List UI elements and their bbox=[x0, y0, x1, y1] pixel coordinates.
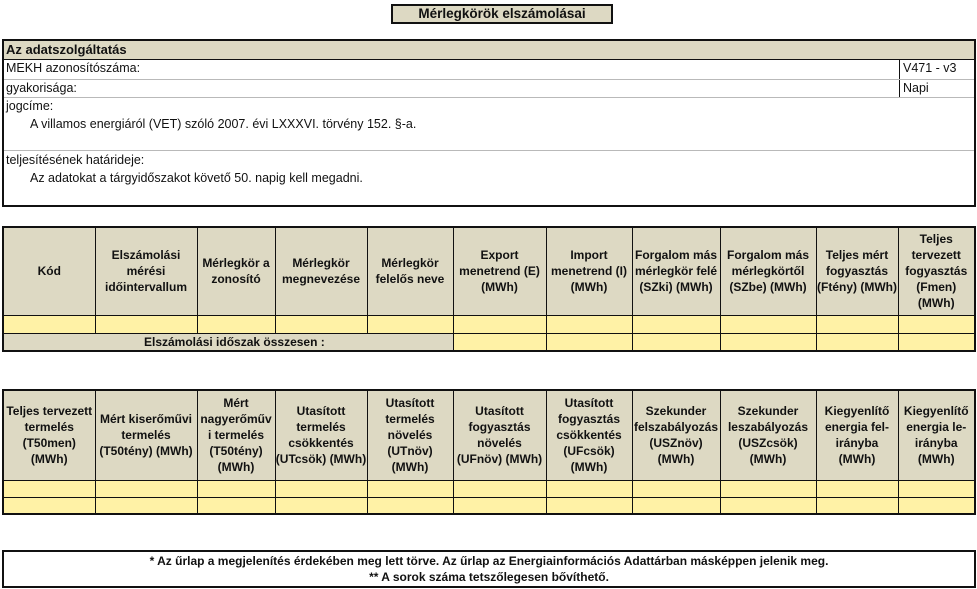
input-cell[interactable] bbox=[275, 497, 367, 514]
input-cell[interactable] bbox=[898, 315, 975, 333]
input-cell[interactable] bbox=[95, 315, 197, 333]
legal-basis-label: jogcíme: bbox=[6, 99, 54, 113]
summary-cell[interactable] bbox=[816, 333, 898, 351]
input-cell[interactable] bbox=[367, 480, 453, 497]
production-table bbox=[2, 389, 976, 515]
summary-label: Elszámolási időszak összesen : bbox=[3, 333, 453, 351]
input-cell[interactable] bbox=[816, 497, 898, 514]
balance-group-table bbox=[2, 226, 976, 352]
col-header-utnov: Utasított termelés növelés (UTnöv) (MWh) bbox=[367, 390, 453, 480]
input-cell[interactable] bbox=[720, 480, 816, 497]
page-title: Mérlegkörök elszámolásai bbox=[391, 4, 613, 24]
frequency-value: Napi bbox=[899, 80, 976, 97]
table-row bbox=[3, 497, 975, 514]
col-header-szki: Forgalom más mérlegkör felé (SZki) (MWh) bbox=[632, 227, 720, 315]
summary-cell[interactable] bbox=[453, 333, 546, 351]
input-cell[interactable] bbox=[632, 480, 720, 497]
table-row bbox=[3, 315, 975, 333]
frequency-label: gyakorisága: bbox=[6, 81, 77, 95]
legal-basis-text: A villamos energiáról (VET) szóló 2007. évi LXXXVI. törvény 152. §-a. bbox=[4, 116, 974, 151]
input-cell[interactable] bbox=[197, 480, 275, 497]
col-header-balancing-down: Kiegyenlítő energia le-irányba (MWh) bbox=[898, 390, 975, 480]
col-header-responsible: Mérlegkör felelős neve bbox=[367, 227, 453, 315]
col-header-fteny: Teljes mért fogyasztás (Ftény) (MWh) bbox=[816, 227, 898, 315]
col-header-utcsok: Utasított termelés csökkentés (UTcsök) (MWh) bbox=[275, 390, 367, 480]
col-header-t50men: Teljes tervezett termelés (T50men) (MWh) bbox=[3, 390, 95, 480]
table-a-header-row bbox=[3, 227, 975, 315]
input-cell[interactable] bbox=[95, 480, 197, 497]
input-cell[interactable] bbox=[546, 315, 632, 333]
input-cell[interactable] bbox=[95, 497, 197, 514]
mekh-id-row bbox=[4, 60, 974, 80]
footnote-1: * Az űrlap a megjelenítés érdekében meg lett törve. Az űrlap az Energiainformációs Adattárban másképpen jelenik meg. bbox=[149, 554, 829, 568]
input-cell[interactable] bbox=[197, 315, 275, 333]
col-header-interval: Elszámolási mérési időintervallum bbox=[95, 227, 197, 315]
input-cell[interactable] bbox=[898, 497, 975, 514]
input-cell[interactable] bbox=[3, 480, 95, 497]
summary-cell[interactable] bbox=[720, 333, 816, 351]
input-cell[interactable] bbox=[720, 497, 816, 514]
col-header-fmen: Teljes tervezett fogyasztás (Fmen) (MWh) bbox=[898, 227, 975, 315]
col-header-group-name: Mérlegkör megnevezése bbox=[275, 227, 367, 315]
col-header-ufcsok: Utasított fogyasztás csökkentés (UFcsök) (MWh) bbox=[546, 390, 632, 480]
input-cell[interactable] bbox=[546, 497, 632, 514]
input-cell[interactable] bbox=[453, 315, 546, 333]
col-header-balancing-up: Kiegyenlítő energia fel-irányba (MWh) bbox=[816, 390, 898, 480]
input-cell[interactable] bbox=[3, 497, 95, 514]
deadline-label: teljesítésének határideje: bbox=[6, 153, 145, 167]
col-header-szbe: Forgalom más mérlegkörtől (SZbe) (MWh) bbox=[720, 227, 816, 315]
table-row bbox=[3, 480, 975, 497]
input-cell[interactable] bbox=[898, 480, 975, 497]
input-cell[interactable] bbox=[367, 497, 453, 514]
col-header-ufnov: Utasított fogyasztás növelés (UFnöv) (MWh) bbox=[453, 390, 546, 480]
col-header-export: Export menetrend (E) (MWh) bbox=[453, 227, 546, 315]
input-cell[interactable] bbox=[632, 315, 720, 333]
footnote-2: ** A sorok száma tetszőlegesen bővíthető. bbox=[369, 570, 609, 584]
col-header-t50teny-large: Mért nagyerőműv i termelés (T50tény) (MWh) bbox=[197, 390, 275, 480]
col-header-import: Import menetrend (I) (MWh) bbox=[546, 227, 632, 315]
input-cell[interactable] bbox=[367, 315, 453, 333]
info-header: Az adatszolgáltatás bbox=[4, 41, 974, 60]
input-cell[interactable] bbox=[275, 480, 367, 497]
input-cell[interactable] bbox=[546, 480, 632, 497]
col-header-group-id: Mérlegkör a zonosító bbox=[197, 227, 275, 315]
footnotes bbox=[2, 550, 976, 588]
table-b-header-row bbox=[3, 390, 975, 480]
data-provision-info bbox=[2, 39, 976, 207]
input-cell[interactable] bbox=[197, 497, 275, 514]
mekh-id-value: V471 - v3 bbox=[899, 60, 976, 79]
input-cell[interactable] bbox=[453, 480, 546, 497]
mekh-id-label: MEKH azonosítószáma: bbox=[6, 61, 141, 75]
summary-row bbox=[3, 333, 975, 351]
summary-cell[interactable] bbox=[546, 333, 632, 351]
input-cell[interactable] bbox=[3, 315, 95, 333]
input-cell[interactable] bbox=[632, 497, 720, 514]
input-cell[interactable] bbox=[720, 315, 816, 333]
input-cell[interactable] bbox=[453, 497, 546, 514]
summary-cell[interactable] bbox=[898, 333, 975, 351]
input-cell[interactable] bbox=[816, 480, 898, 497]
col-header-usznov: Szekunder felszabályozás (USZnöv) (MWh) bbox=[632, 390, 720, 480]
col-header-t50teny-small: Mért kiserőművi termelés (T50tény) (MWh) bbox=[95, 390, 197, 480]
frequency-row bbox=[4, 80, 974, 98]
input-cell[interactable] bbox=[816, 315, 898, 333]
col-header-uszcsok: Szekunder leszabályozás (USZcsök) (MWh) bbox=[720, 390, 816, 480]
col-header-code: Kód bbox=[3, 227, 95, 315]
deadline-text: Az adatokat a tárgyidőszakot követő 50. napig kell megadni. bbox=[30, 171, 363, 185]
input-cell[interactable] bbox=[275, 315, 367, 333]
summary-cell[interactable] bbox=[632, 333, 720, 351]
